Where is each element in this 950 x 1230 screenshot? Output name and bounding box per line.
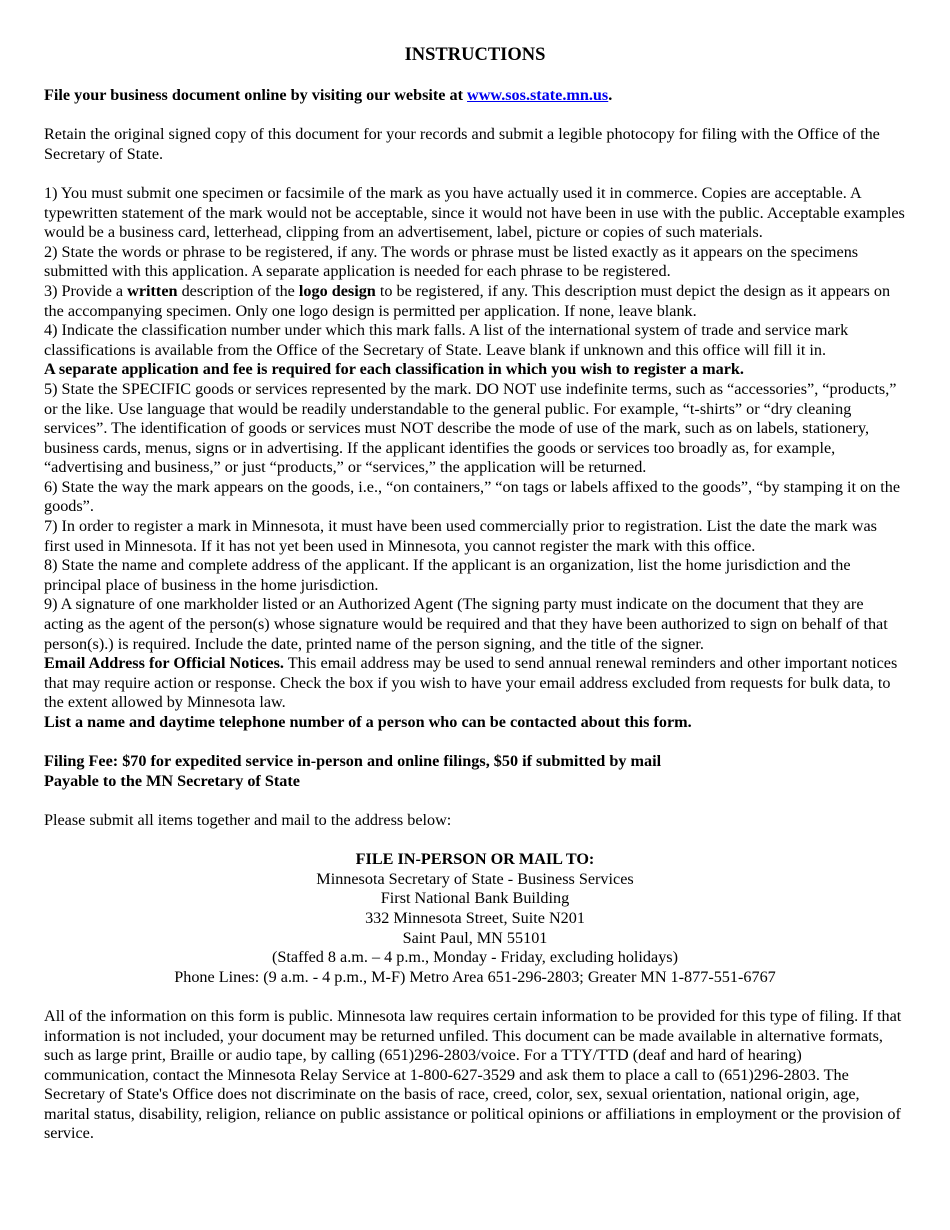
address-line-2: First National Bank Building <box>380 889 570 908</box>
address-line-3: 332 Minnesota Street, Suite N201 <box>365 908 585 927</box>
address-heading: FILE IN-PERSON OR MAIL TO: <box>355 850 595 869</box>
submit-instruction: Please submit all items together and mail to the address below: <box>44 810 452 829</box>
instruction-item-4: 4) Indicate the classification number under which this mark falls. A list of the international system of trade and service mark classifications is available from the Office of the Secretary of State. Leave blank if unknown and this office will fill it in. <box>44 321 849 359</box>
email-notice <box>44 654 906 713</box>
item-3-written: written <box>127 281 178 300</box>
email-notice-label: Email Address for Official Notices. <box>44 654 284 673</box>
instruction-item-8: 8) State the name and complete address of the applicant. If the applicant is an organization, list the home jurisdiction and the principal place of business in the home jurisdiction. <box>44 556 851 594</box>
payable-to: Payable to the MN Secretary of State <box>44 771 300 790</box>
retain-paragraph: Retain the original signed copy of this document for your records and submit a legible photocopy for filing with the Office of the Secretary of State. <box>44 125 880 163</box>
address-line-1: Minnesota Secretary of State - Business Services <box>316 869 634 888</box>
instruction-item-9: 9) A signature of one markholder listed or an Authorized Agent (The signing party must indicate on the document that they are acting as the agent of the person(s) whose signature would be required and that they have been authorized to sign on behalf of that person(s).) is required. Include the date, printed name of the person signing, and the title of the signer. <box>44 595 888 653</box>
online-filing-text: File your business document online by visiting our website at <box>44 86 468 104</box>
instruction-item-3 <box>44 282 906 321</box>
online-filing-line <box>44 86 906 106</box>
mailing-address-block <box>44 850 906 987</box>
email-notice-text: This email address may be used to send annual renewal reminders and other important notices that may require action or response. Check the box if you wish to have your email address excluded from requests for bulk data, to the extent allowed by Minnesota law. <box>44 654 898 712</box>
filing-fee: Filing Fee: $70 for expedited service in-person and online filings, $50 if submitted by mail <box>44 752 662 771</box>
public-information-notice: All of the information on this form is public. Minnesota law requires certain information to be provided for this type of filing. If that information is not included, your document may be returned unfiled. This document can be made available in alternative formats, such as large print, Braille or audio tape, by calling (651)296-2803/voice. For a TTY/TTD (deaf and hard of hearing) communication, contact the Minnesota Relay Service at 1-800-627-3529 and ask them to place a call to (651)296-2803. The Secretary of State's Office does not discriminate on the basis of race, creed, color, sex, sexual orientation, national origin, age, marital status, disability, religion, reliance on public assistance or political opinions or affiliations in employment or the provision of service. <box>44 1006 902 1143</box>
instruction-item-5: 5) State the SPECIFIC goods or services represented by the mark. DO NOT use indefinite terms, such as “accessories”, “products,” or the like. Use language that would be readily understandable to the general public. For example, “t-shirts” or “dry cleaning services”. The identification of goods or services must NOT describe the mode of use of the mark, such as on labels, stationery, business cards, menus, signs or in advertising. If the applicant identifies the goods or services too broadly as, for example, “advertising and business,” or just “products,” or “services,” the application will be returned. <box>44 379 897 477</box>
item-3-text-e: to be registered, if any. This description must depict the design as it appears on the accompanying specimen. Only one logo design is permitted per application. If none, leave blank. <box>44 281 891 320</box>
phone-lines: Phone Lines: (9 a.m. - 4 p.m., M-F) Metro Area 651-296-2803; Greater MN 1-877-551-6767 <box>174 967 776 986</box>
contact-person-notice: List a name and daytime telephone number of a person who can be contacted about this form. <box>44 713 692 731</box>
office-hours: (Staffed 8 a.m. – 4 p.m., Monday - Friday, excluding holidays) <box>272 948 678 967</box>
instruction-item-7: 7) In order to register a mark in Minnesota, it must have been used commercially prior to registration. List the date the mark was first used in Minnesota. If it has not yet been used in Minnesota, you cannot register the mark with this office. <box>44 517 877 555</box>
address-line-4: Saint Paul, MN 55101 <box>402 928 548 947</box>
instruction-item-6: 6) State the way the mark appears on the goods, i.e., “on containers,” “on tags or labels affixed to the goods”, “by stamping it on the goods”. <box>44 477 901 516</box>
instruction-item-1: 1) You must submit one specimen or facsimile of the mark as you have actually used it in commerce. Copies are acceptable. A typewritten statement of the mark would not be acceptable, since it would not have been in use with the public. Acceptable examples would be a business card, letterhead, clipping from an advertisement, label, picture or copies of such materials. <box>44 183 905 242</box>
online-filing-suffix: . <box>608 86 613 104</box>
item-3-text-a: 3) Provide a <box>44 281 128 300</box>
page-title: INSTRUCTIONS <box>404 45 546 65</box>
item-3-text-c: description of the <box>177 281 299 300</box>
separate-application-notice: A separate application and fee is required for each classification in which you wish to register a mark. <box>44 360 744 379</box>
instruction-item-2: 2) State the words or phrase to be registered, if any. The words or phrase must be listed exactly as it appears on the specimens submitted with this application. A separate application is needed for each phrase to be registered. <box>44 242 859 281</box>
item-3-logo-design: logo design <box>298 281 376 300</box>
website-link[interactable]: www.sos.state.mn.us <box>467 86 609 104</box>
